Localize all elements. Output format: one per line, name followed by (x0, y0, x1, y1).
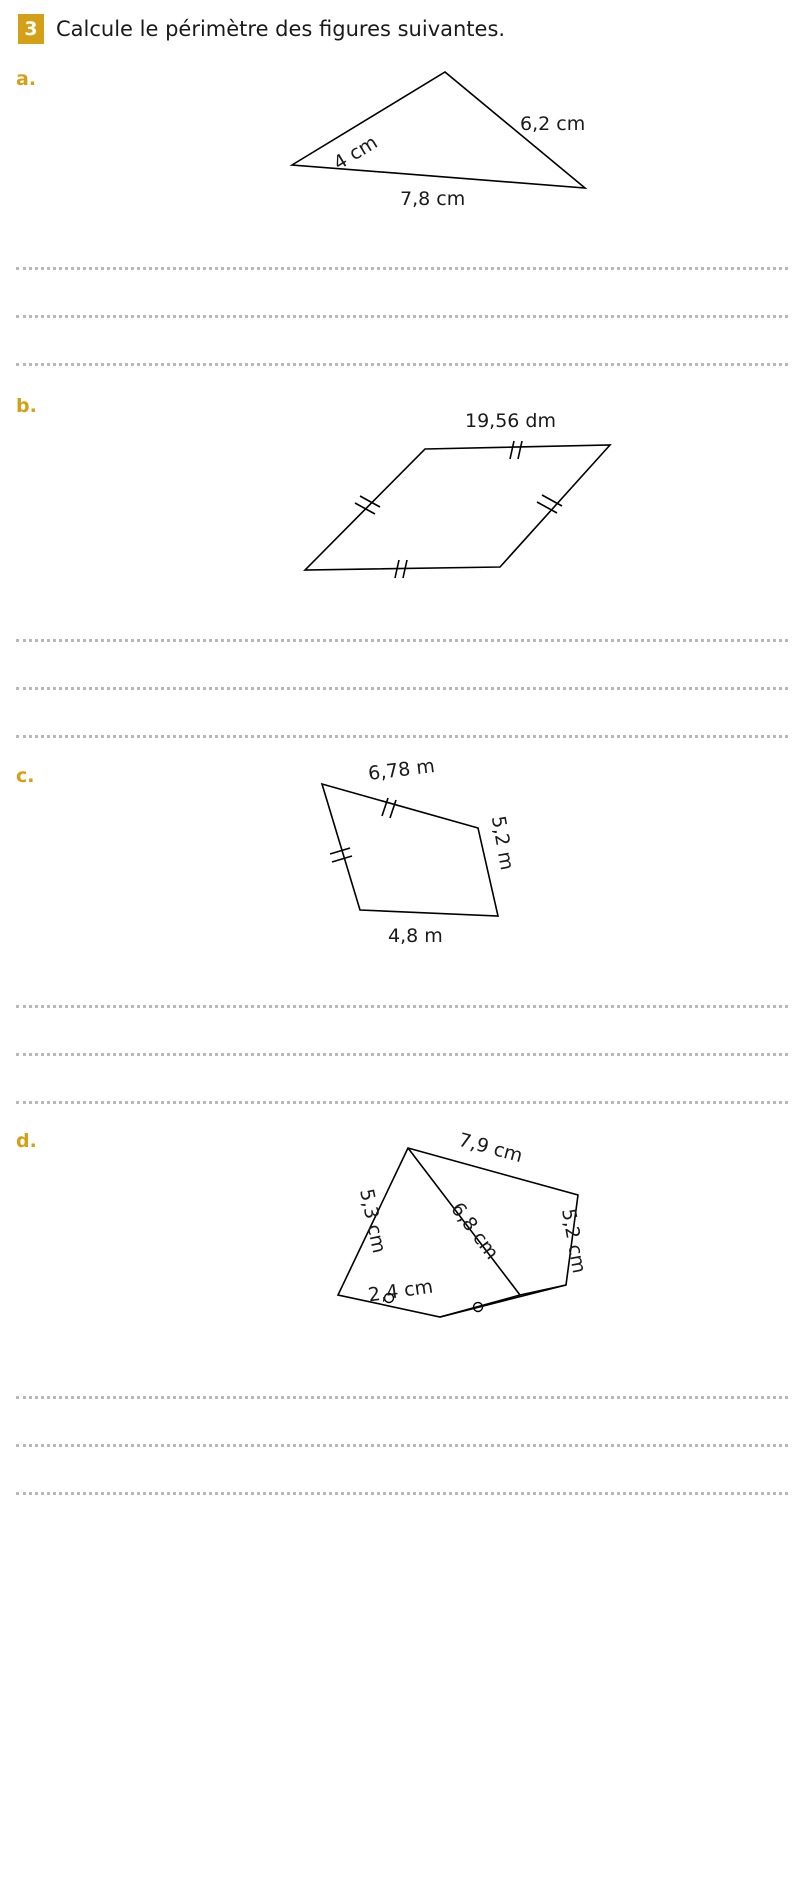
exercise-number-badge: 3 (18, 14, 44, 44)
answer-line-d-1[interactable] (16, 1394, 788, 1399)
figure-d-quadrilateral (330, 1128, 610, 1355)
label-d-side2: 5,3 cm (355, 1186, 391, 1256)
item-letter-b: b. (16, 395, 37, 417)
label-d-diagonal: 6,8 cm (446, 1198, 504, 1264)
answer-line-d-3[interactable] (16, 1490, 788, 1495)
answer-line-a-2[interactable] (16, 313, 788, 318)
item-letter-d: d. (16, 1130, 37, 1152)
label-c-side3: 4,8 m (388, 925, 443, 947)
item-letter-c: c. (16, 765, 35, 787)
label-d-side1: 7,9 cm (456, 1128, 525, 1168)
exercise-title: Calcule le périmètre des figures suivantes. (56, 17, 506, 41)
label-a-side3: 7,8 cm (400, 188, 466, 210)
answer-line-c-2[interactable] (16, 1051, 788, 1056)
label-d-side4: 2,4 cm (366, 1275, 435, 1307)
label-a-side2: 6,2 cm (520, 113, 586, 135)
figure-c-quadrilateral (310, 755, 570, 950)
answer-line-a-1[interactable] (16, 265, 788, 270)
answer-line-a-3[interactable] (16, 361, 788, 366)
answer-line-b-2[interactable] (16, 685, 788, 690)
exercise-header (18, 14, 505, 44)
figure-a-triangle (280, 60, 620, 210)
answer-line-b-1[interactable] (16, 637, 788, 642)
label-b-side1: 19,56 dm (465, 410, 557, 432)
label-a-side1: 4 cm (329, 131, 382, 175)
figure-b-parallelogram (300, 405, 640, 585)
answer-line-d-2[interactable] (16, 1442, 788, 1447)
answer-line-c-1[interactable] (16, 1003, 788, 1008)
label-c-side1: 6,78 m (366, 755, 436, 785)
item-letter-a: a. (16, 68, 37, 90)
answer-line-c-3[interactable] (16, 1099, 788, 1104)
label-c-side2: 5,2 m (486, 814, 518, 872)
label-d-side3: 5,2 cm (557, 1206, 591, 1276)
answer-line-b-3[interactable] (16, 733, 788, 738)
